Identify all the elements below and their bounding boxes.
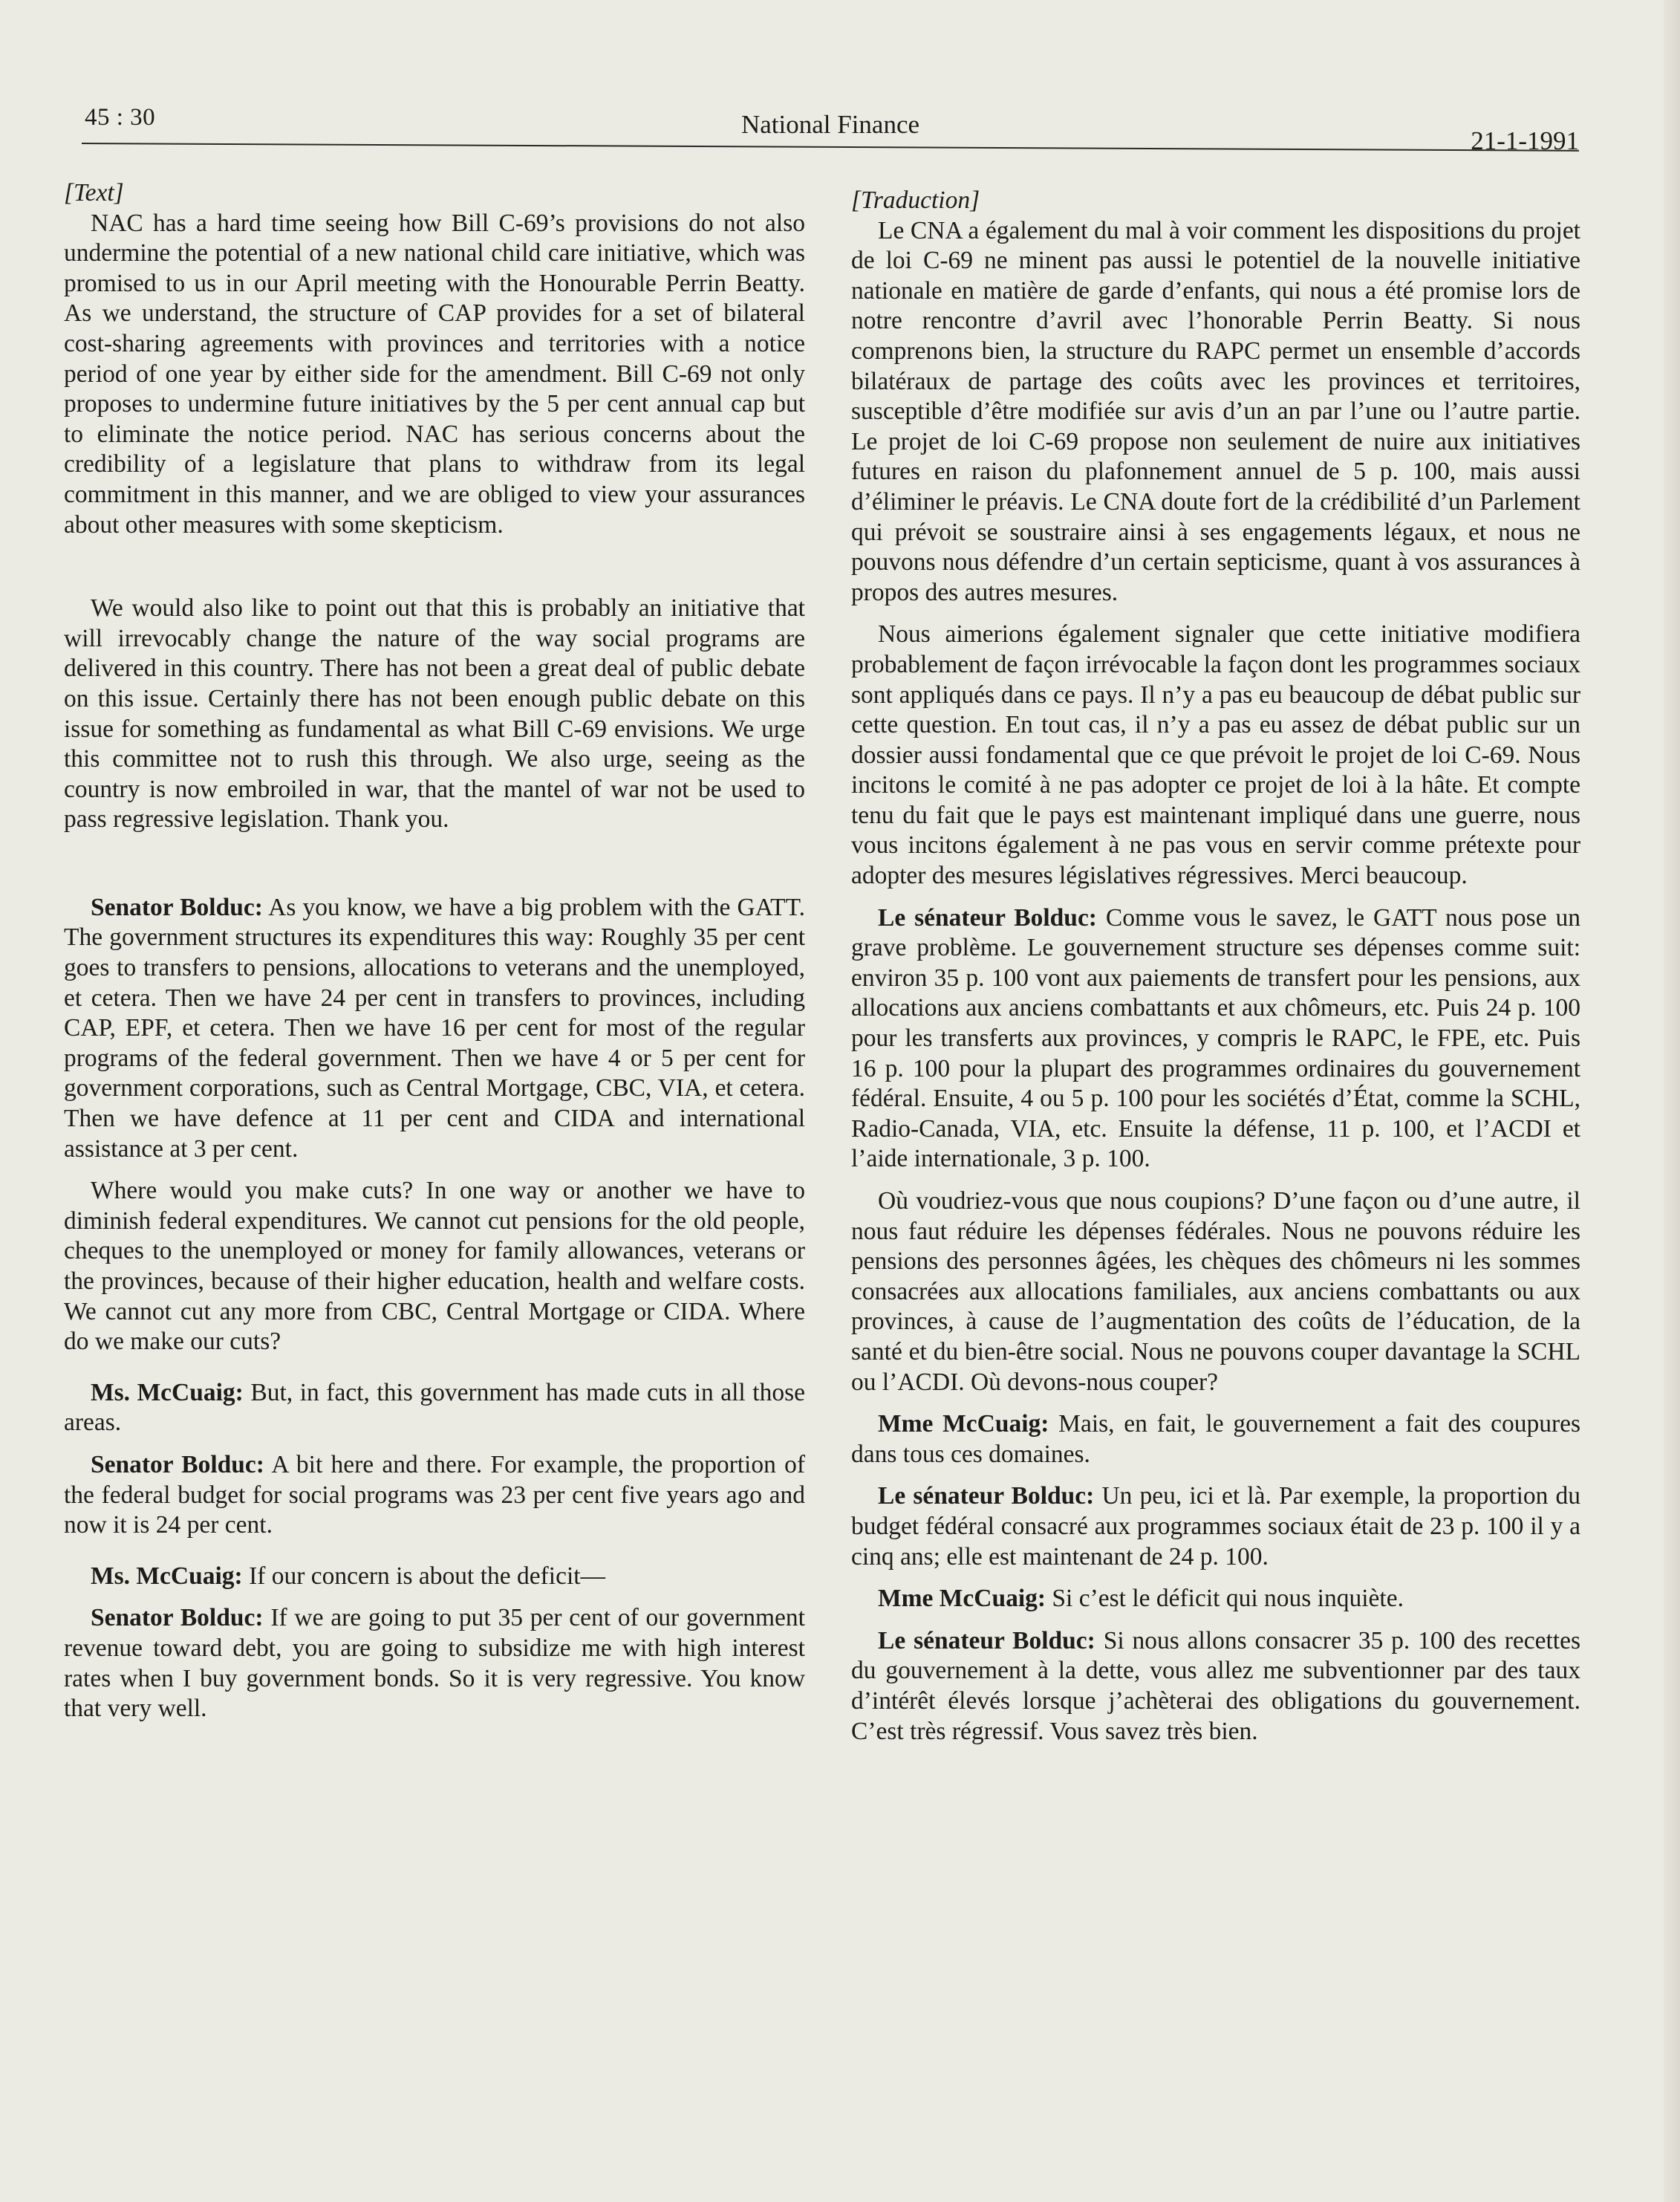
speaker-name: Senator Bolduc: [91,1604,264,1632]
speaker-name: Le sénateur Bolduc: [878,903,1097,932]
paragraph [64,893,805,1164]
issue-date: 21-1-1991 [1471,126,1579,155]
speaker-name: Mme McCuaig: [878,1410,1049,1438]
paragraph-text: Où voudriez-vous que nous coupions? D’une façon ou d’une autre, il nous faut réduire les dépenses fédérales. Nous ne pouvons réduire les pensions des personnes âgées, les chèques des chômeurs ni les sommes consacrées aux allocations familiales, aux anciens combattants ou aux provinces, à cause de l’augmentation des coûts de l’éducation, de la santé et du bien-être social. Nous ne pouvons couper davantage la SCHL ou l’ACDI. Où devons-nous couper? [851,1187,1580,1396]
english-column [64,178,805,1736]
publication-title: National Finance [740,110,920,139]
paragraph [851,1481,1580,1572]
section-label: [Traduction] [851,186,980,214]
paragraph [851,620,1580,891]
speaker-name: Le sénateur Bolduc: [878,1482,1095,1510]
paragraph [64,1603,805,1724]
paragraph [851,1409,1580,1469]
page-number: 45 : 30 [85,104,156,131]
speaker-name: Senator Bolduc: [91,893,263,921]
french-column [851,186,1580,1758]
paragraph-text: Comme vous le savez, le GATT nous pose un grave problème. Le gouvernement structure ses dépenses comme suit: environ 35 p. 100 vont aux paiements de transfert pour les pensions, aux allocations aux anciens combattants et aux chômeurs, etc. Puis 24 p. 100 pour les transferts aux provinces, y compris le RAPC, le FPE, etc. Puis 16 p. 100 pour la plupart des programmes ordinaires du gouvernement fédéral. Ensuite, 4 ou 5 p. 100 pour les sociétés d’État, comme la SCHL, Radio-Canada, VIA, etc. Ensuite la défense, 11 p. 100, et l’ACDI et l’aide internationale, 3 p. 100. [851,903,1581,1173]
paragraph-text: Where would you make cuts? In one way or another we have to diminish federal expenditures. We cannot cut pensions for the old people, cheques to the unemployed or money for family allowances, veterans or the provinces, because of their higher education, health and welfare costs. We cannot cut any more from CBC, Central Mortgage or CIDA. Where do we make our cuts? [64,1177,805,1356]
speaker-name: Senator Bolduc: [91,1450,264,1478]
paragraph-text: Si c’est le déficit qui nous inquiète. [1052,1585,1404,1613]
paragraph-text: If we are going to put 35 per cent of our government revenue toward debt, you are going to subsidize me with high interest rates when I buy government bonds. So it is very regressive. You know that very well. [64,1604,805,1723]
paragraph [64,209,805,541]
header-rule [82,143,1579,152]
paragraph-text: We would also like to point out that this is probably an initiative that will irrevocably change the nature of the way social programs are delivered in this country. There has not been a great deal of public debate on this issue. Certainly there has not been enough public debate on this issue for something as fundamental as what Bill C-69 envisions. We urge this committee not to rush this through. We also urge, seeing as the country is now embroiled in war, that the mantel of war not be used to pass regressive legislation. Thank you. [64,594,805,834]
speaker-name: Mme McCuaig: [878,1585,1046,1613]
paragraph-text: Nous aimerions également signaler que cette initiative modifiera probablement de façon irrévocable la façon dont les programmes sociaux sont appliqués dans ce pays. Il n’y a pas eu beaucoup de débat public sur cette question. En tout cas, il n’y a pas eu assez de débat public sur un dossier aussi fondamental que ce que prévoit le projet de loi C-69. Nous incitons le comité à ne pas adopter ce projet de loi à la hâte. Et compte tenu du fait que le pays est maintenant impliqué dans une guerre, nous vous incitons également à ne pas vous en servir comme prétexte pour adopter des mesures législatives régressives. Merci beaucoup. [851,620,1580,890]
paragraph [851,1186,1580,1397]
paragraph [851,1584,1580,1614]
paragraph-text: Le CNA a également du mal à voir comment les dispositions du projet de loi C-69 ne minent pas aussi le potentiel de la nouvelle initiative nationale en matière de garde d’enfants, qui nous a été promise lors de notre rencontre d’avril avec l’honorable Perrin Beatty. Si nous comprenons bien, la structure du RAPC permet un ensemble d’accords bilatéraux de partage des coûts avec les provinces et territoires, susceptible d’être modifiée sur avis d’un an par l’une ou l’autre partie. Le projet de loi C-69 propose non seulement de nuire aux initiatives futures en raison du plafonnement annuel de 5 p. 100, mais aussi d’éliminer le préavis. Le CNA doute fort de la crédibilité d’un Parlement qui prévoit se soustraire ainsi à ses engagements légaux, et nous ne pouvons nous défendre d’un certain septicisme, quant à vos assurances à propos des autres mesures. [851,216,1580,606]
page-header [82,95,1579,155]
paragraph-text: As you know, we have a big problem with the GATT. The government structures its expenditures this way: Roughly 35 per cent goes to transfers to pensions, allocations to veterans and the unemployed, et cetera. Then we have 24 per cent in transfers to provinces, including CAP, EPF, et cetera. Then we have 16 per cent for most of the regular programs of the federal government. Then we have 4 or 5 per cent for government corporations, such as Central Mortgage, CBC, VIA, et cetera. Then we have defence at 11 per cent and CIDA and international assistance at 3 per cent. [64,893,805,1163]
paragraph [64,594,805,835]
paragraph [64,1450,805,1541]
speaker-name: Ms. McCuaig: [91,1378,244,1406]
paragraph-text: If our concern is about the deficit— [249,1562,606,1590]
paragraph-text: NAC has a hard time seeing how Bill C-69’s provisions do not also undermine the potential of a new national child care initiative, which was promised to us in our April meeting with the Honourable Perrin Beatty. As we understand, the structure of CAP provides for a set of bilateral cost-sharing agreements with provinces and territories with a notice period of one year by either side for the amendment. Bill C-69 not only proposes to undermine future initiatives by the 5 per cent annual cap but to eliminate the notice period. NAC has serious concerns about the credibility of a legislature that plans to withdraw from its legal commitment in this manner, and we are obliged to view your assurances about other measures with some skepticism. [64,209,805,539]
paragraph [64,1562,805,1592]
paragraph-text: Un peu, ici et là. Par exemple, la proportion du budget fédéral consacré aux programmes sociaux était de 23 p. 100 il y a cinq ans; elle est maintenant de 24 p. 100. [851,1482,1581,1571]
paragraph-text: Mais, en fait, le gouvernement a fait des coupures dans tous ces domaines. [851,1410,1581,1468]
paragraph-text: A bit here and there. For example, the proportion of the federal budget for social programs was 23 per cent five years ago and now it is 24 per cent. [64,1450,805,1539]
paragraph [851,216,1580,608]
paragraph-text: But, in fact, this government has made cuts in all those areas. [64,1378,805,1437]
paragraph [64,1378,805,1438]
paragraph [851,1626,1580,1747]
section-label: [Text] [64,179,124,207]
paragraph-text: Si nous allons consacrer 35 p. 100 des recettes du gouvernement à la dette, vous allez me subventionner par des taux d’intérêt élevés lorsque j’achèterai des obligations du gouvernement. C’est très régressif. Vous savez très bien. [851,1626,1581,1745]
speaker-name: Le sénateur Bolduc: [878,1626,1095,1654]
paragraph [64,1176,805,1357]
speaker-name: Ms. McCuaig: [91,1562,243,1590]
page-edge [1664,0,1680,2202]
paragraph [851,903,1580,1175]
